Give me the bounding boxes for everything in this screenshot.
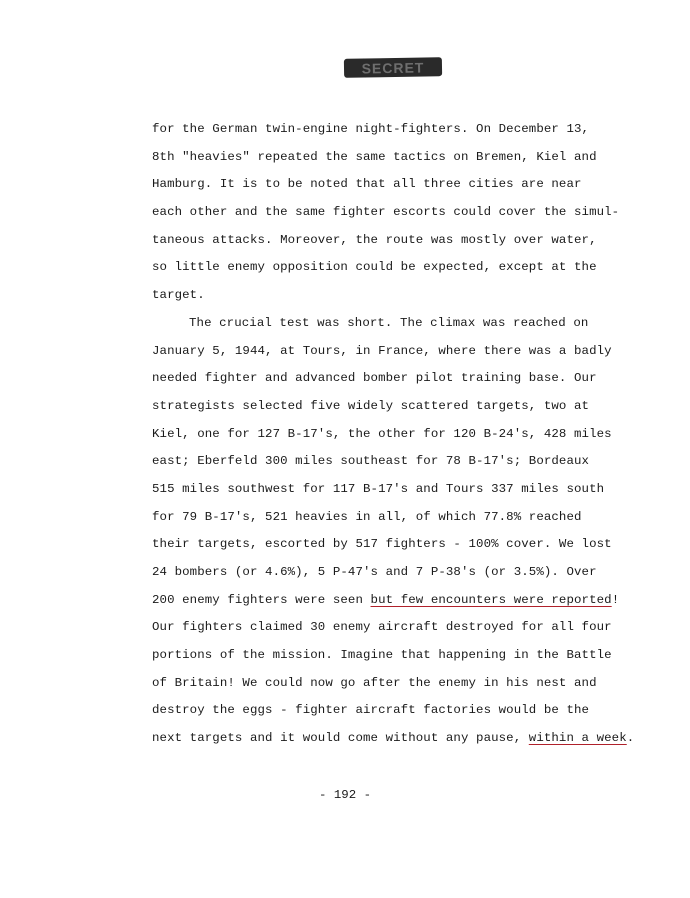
text-line — [152, 642, 622, 670]
line-text: for the German twin-engine night-fighters. On December 13, — [152, 122, 590, 136]
text-line — [152, 171, 622, 199]
line-text: 24 bombers (or 4.6%), 5 P-47's and 7 P-38's (or 3.5%). Over — [152, 565, 597, 579]
line-text: Hamburg. It is to be noted that all three cities are near — [152, 177, 582, 192]
line-text: Kiel, one for 127 B-17's, the other for 120 B-24's, 428 miles — [152, 426, 612, 441]
text-line — [152, 310, 622, 338]
text-line — [152, 338, 622, 366]
line-text: The crucial test was short. The climax was reached on — [189, 315, 589, 330]
text-line — [152, 448, 622, 476]
text-line — [152, 365, 622, 393]
text-line — [152, 504, 622, 532]
underlined-text: but few encounters were reported — [370, 592, 612, 607]
line-text: east; Eberfeld 300 miles southeast for 78 B-17's; Bordeaux — [152, 454, 590, 469]
line-text: their targets, escorted by 517 fighters - 100% cover. We lost — [152, 537, 612, 552]
text-line — [152, 614, 622, 642]
text-line — [152, 531, 622, 559]
line-text: taneous attacks. Moreover, the route was mostly over water, — [152, 232, 597, 247]
line-text: strategists selected five widely scattered targets, two at — [152, 398, 590, 413]
line-text: target. — [152, 288, 205, 303]
text-line — [152, 670, 622, 698]
line-text: 200 enemy fighters were seen — [152, 592, 371, 607]
underlined-text: within a week — [528, 731, 627, 746]
line-text: 515 miles southwest for 117 B-17's and Tours 337 miles south — [152, 481, 605, 496]
classification-stamp — [344, 57, 442, 78]
line-text: January 5, 1944, at Tours, in France, where there was a badly — [152, 343, 612, 358]
line-text: Our fighters claimed 30 enemy aircraft destroyed for all four — [152, 620, 612, 635]
line-text: for 79 B-17's, 521 heavies in all, of which 77.8% reached — [152, 509, 582, 524]
line-text: 8th "heavies" repeated the same tactics on Bremen, Kiel and — [152, 149, 597, 164]
line-text: of Britain! We could now go after the enemy in his nest and — [152, 675, 597, 690]
classification-text: SECRET — [361, 58, 425, 77]
text-line — [152, 116, 622, 144]
text-line — [152, 199, 622, 227]
line-text-end: . — [626, 731, 635, 746]
text-line — [152, 559, 622, 587]
line-text: destroy the eggs - fighter aircraft factories would be the — [152, 703, 590, 718]
line-text: each other and the same fighter escorts could cover the simul- — [152, 205, 620, 220]
line-text: so little enemy opposition could be expected, except at the — [152, 260, 597, 275]
text-line — [152, 476, 622, 504]
text-line — [152, 227, 622, 255]
line-text: portions of the mission. Imagine that happening in the Battle — [152, 648, 612, 663]
text-line — [152, 254, 622, 282]
text-line — [152, 697, 622, 725]
line-text: next targets and it would come without any pause, — [152, 731, 529, 746]
line-text-end: ! — [611, 592, 620, 607]
text-line — [152, 587, 622, 615]
body-text — [152, 116, 635, 753]
text-line — [152, 282, 622, 310]
text-line — [152, 421, 622, 449]
text-line — [152, 725, 635, 753]
page-number: - 192 - — [318, 788, 372, 802]
text-line — [152, 393, 622, 421]
line-text: needed fighter and advanced bomber pilot training base. Our — [152, 371, 597, 386]
text-line — [152, 144, 622, 172]
